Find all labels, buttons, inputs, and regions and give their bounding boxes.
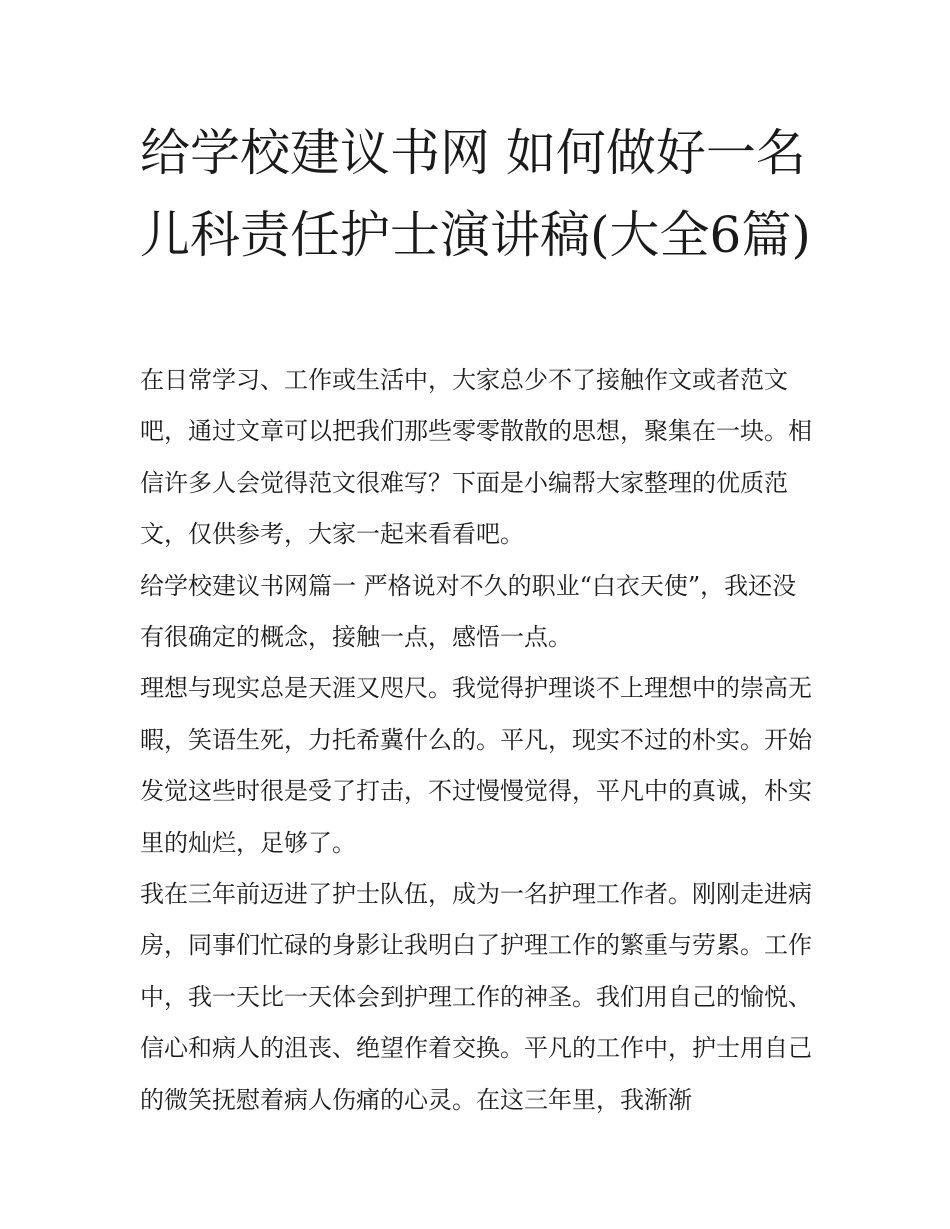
paragraph-ideal-reality: 理想与现实总是天涯又咫尺。我觉得护理谈不上理想中的崇高无暇，笑语生死，力托希冀什么的。平凡，现实不过的朴实。开始发觉这些时很是受了打击，不过慢慢觉得，平凡中的真诚，朴实里的灿烂，足够了。	[140, 674, 812, 857]
paragraph-intro: 在日常学习、工作或生活中，大家总少不了接触作文或者范文吧，通过文章可以把我们那些零零散散的思想，聚集在一块。相信许多人会觉得范文很难写？下面是小编帮大家整理的优质范文，仅供参考，大家一起来看看吧。	[140, 366, 812, 549]
paragraph-nurse-experience: 我在三年前迈进了护士队伍，成为一名护理工作者。刚刚走进病房，同事们忙碌的身影让我明白了护理工作的繁重与劳累。工作中，我一天比一天体会到护理工作的神圣。我们用自己的愉悦、信心和病人的沮丧、绝望作着交换。平凡的工作中，护士用自己的微笑抚慰着病人伤痛的心灵。在这三年里，我渐渐	[140, 880, 812, 1114]
document-body	[140, 355, 812, 1126]
document-title: 给学校建议书网 如何做好一名儿科责任护士演讲稿(大全6篇)	[140, 124, 811, 264]
paragraph-article-one-opening: 给学校建议书网篇一 严格说对不久的职业“白衣天使”，我还没有很确定的概念，接触一点，感悟一点。	[140, 571, 797, 652]
